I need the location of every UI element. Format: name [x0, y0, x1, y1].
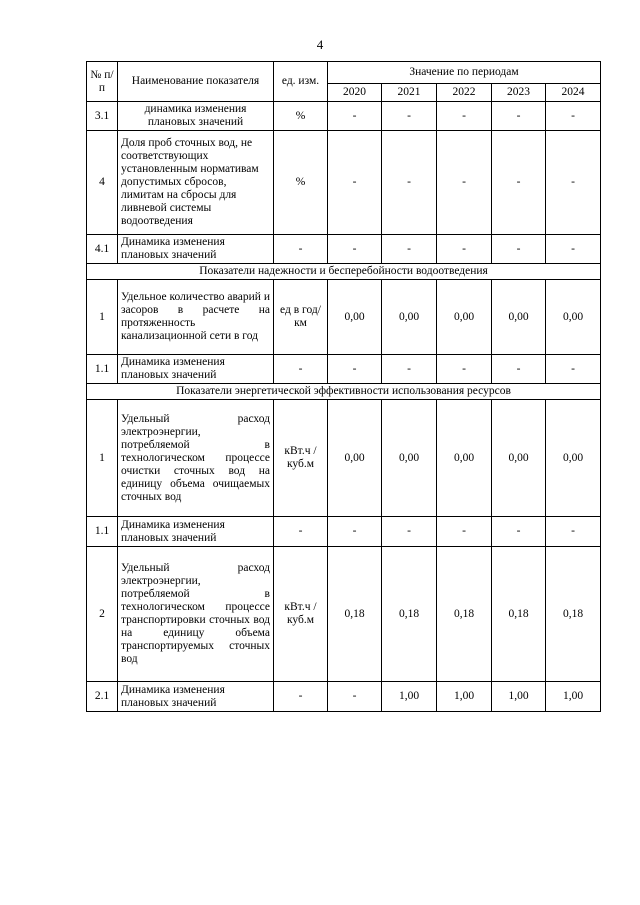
row-value: - — [328, 355, 382, 384]
row-value: - — [492, 235, 546, 264]
row-num: 1 — [87, 280, 118, 355]
header-name: Наименование показателя — [118, 62, 274, 102]
row-value: 0,00 — [546, 400, 601, 517]
row-value: 0,00 — [492, 400, 546, 517]
section-title-reliability: Показатели надежности и бесперебойности водоотведения — [87, 264, 601, 280]
table-row — [87, 235, 601, 264]
row-value: 0,00 — [328, 280, 382, 355]
header-periods: Значение по периодам — [328, 62, 601, 84]
row-name: динамика изменения плановых значений — [118, 102, 274, 131]
row-num: 1 — [87, 400, 118, 517]
row-name: Удельный расход электроэнергии, потребляемой в технологическом процессе транспортировки сточных вод на единицу объема транспортируемых сточных вод — [118, 547, 274, 682]
row-num: 4.1 — [87, 235, 118, 264]
row-unit: % — [274, 102, 328, 131]
row-unit: - — [274, 517, 328, 547]
table-row — [87, 355, 601, 384]
row-num: 1.1 — [87, 355, 118, 384]
table-row — [87, 682, 601, 712]
row-value: 1,00 — [546, 682, 601, 712]
table-row — [87, 400, 601, 517]
row-unit: - — [274, 355, 328, 384]
row-name: Динамика изменения плановых значений — [118, 517, 274, 547]
row-value: 1,00 — [382, 682, 437, 712]
row-value: 0,00 — [382, 280, 437, 355]
row-unit: кВт.ч / куб.м — [274, 400, 328, 517]
header-year: 2020 — [328, 84, 382, 102]
row-value: - — [382, 355, 437, 384]
row-name: Динамика изменения плановых значений — [118, 235, 274, 264]
row-value: - — [546, 517, 601, 547]
row-unit: % — [274, 131, 328, 235]
row-value: - — [546, 235, 601, 264]
row-value: 0,18 — [437, 547, 492, 682]
row-name: Удельный расход электроэнергии, потребляемой в технологическом процессе очистки сточных вод на единицу объема очищаемых сточных вод — [118, 400, 274, 517]
row-value: - — [546, 131, 601, 235]
row-value: - — [382, 517, 437, 547]
row-value: - — [437, 102, 492, 131]
section-title-energy: Показатели энергетической эффективности использования ресурсов — [87, 384, 601, 400]
row-value: 0,18 — [328, 547, 382, 682]
row-value: 0,18 — [546, 547, 601, 682]
row-name: Динамика изменения плановых значений — [118, 355, 274, 384]
row-value: - — [492, 131, 546, 235]
row-value: - — [437, 235, 492, 264]
row-num: 1.1 — [87, 517, 118, 547]
row-value: - — [437, 517, 492, 547]
row-value: - — [492, 102, 546, 131]
row-num: 4 — [87, 131, 118, 235]
header-year: 2024 — [546, 84, 601, 102]
row-num: 2.1 — [87, 682, 118, 712]
row-value: - — [328, 102, 382, 131]
row-num: 2 — [87, 547, 118, 682]
row-value: - — [328, 235, 382, 264]
table-row — [87, 131, 601, 235]
row-value: 0,00 — [382, 400, 437, 517]
row-name: Удельное количество аварий и засоров в расчете на протяженность канализационной сети в год — [118, 280, 274, 355]
row-value: 0,00 — [328, 400, 382, 517]
row-value: 0,18 — [492, 547, 546, 682]
row-value: - — [382, 235, 437, 264]
row-num: 3.1 — [87, 102, 118, 131]
row-value: 0,00 — [546, 280, 601, 355]
row-value: - — [328, 682, 382, 712]
header-num: № п/п — [87, 62, 118, 102]
header-year: 2021 — [382, 84, 437, 102]
row-value: 1,00 — [437, 682, 492, 712]
row-value: - — [382, 102, 437, 131]
row-unit: ед в год/ км — [274, 280, 328, 355]
header-unit: ед. изм. — [274, 62, 328, 102]
row-value: - — [546, 102, 601, 131]
row-value: - — [437, 131, 492, 235]
row-name: Доля проб сточных вод, не соответствующих установленным нормативам допустимых сбросов, лимитам на сбросы для ливневой системы водоотведения — [118, 131, 274, 235]
row-value: 0,00 — [437, 400, 492, 517]
row-unit: - — [274, 235, 328, 264]
page-number: 4 — [316, 37, 324, 52]
table-row — [87, 280, 601, 355]
header-year: 2023 — [492, 84, 546, 102]
header-year: 2022 — [437, 84, 492, 102]
row-value: 0,00 — [437, 280, 492, 355]
row-value: - — [328, 517, 382, 547]
table-header-row — [87, 62, 601, 84]
row-value: - — [382, 131, 437, 235]
row-value: - — [328, 131, 382, 235]
table-row — [87, 547, 601, 682]
row-value: 1,00 — [492, 682, 546, 712]
row-value: - — [492, 517, 546, 547]
row-value: 0,00 — [492, 280, 546, 355]
table-row — [87, 517, 601, 547]
row-unit: кВт.ч / куб.м — [274, 547, 328, 682]
row-name: Динамика изменения плановых значений — [118, 682, 274, 712]
section-row — [87, 384, 601, 400]
row-value: - — [492, 355, 546, 384]
row-value: - — [437, 355, 492, 384]
row-unit: - — [274, 682, 328, 712]
row-value: 0,18 — [382, 547, 437, 682]
section-row — [87, 264, 601, 280]
table-row — [87, 102, 601, 131]
indicators-table — [86, 61, 601, 712]
row-value: - — [546, 355, 601, 384]
